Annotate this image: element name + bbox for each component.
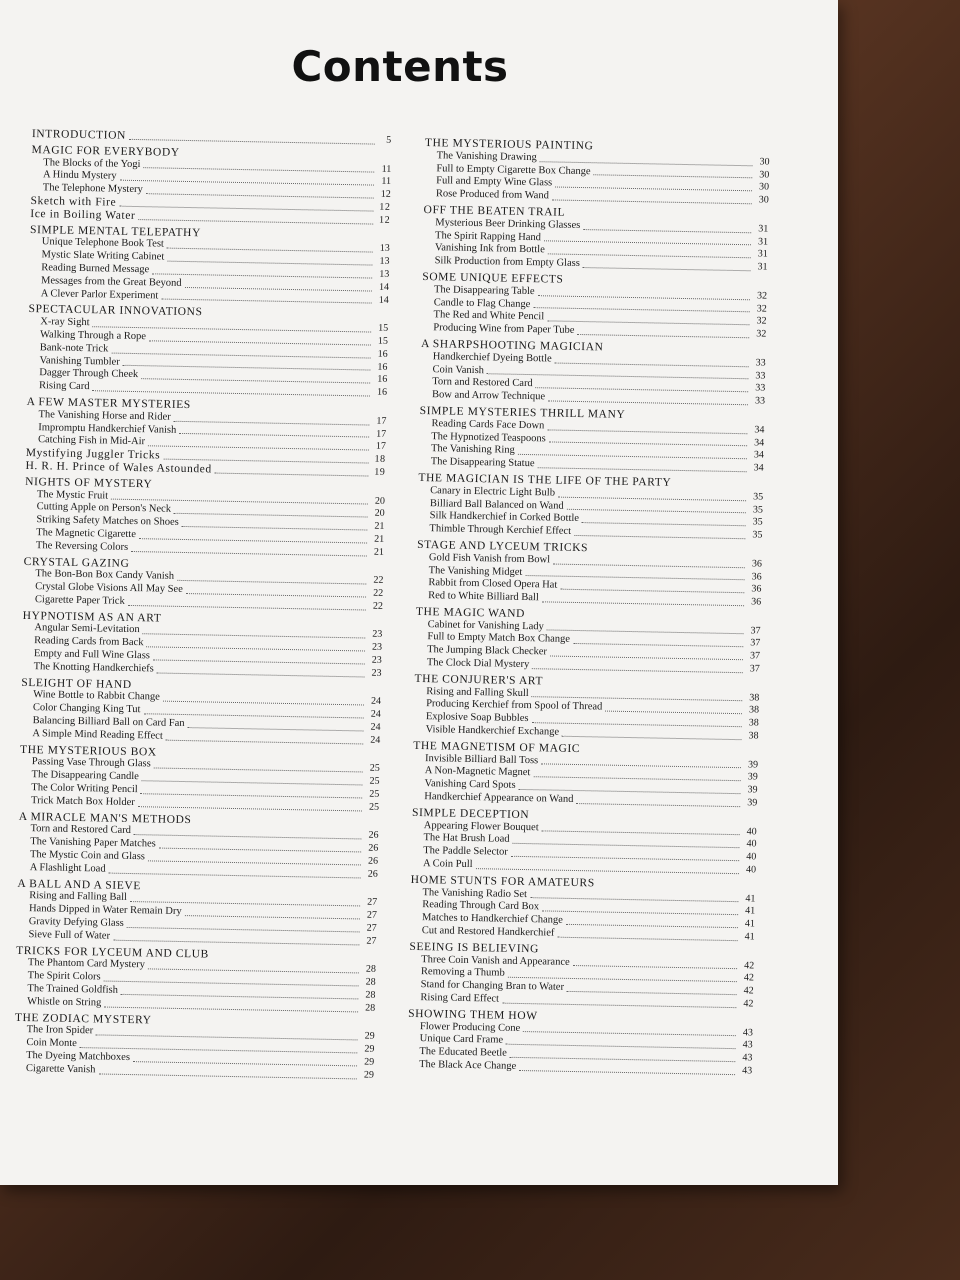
page-number: 41 — [744, 918, 756, 930]
entry-title: The Dyeing Matchboxes — [26, 1050, 131, 1064]
dot-leader — [113, 938, 359, 945]
entry-title: Mystic Slate Writing Cabinet — [41, 249, 165, 263]
page-number: 25 — [368, 801, 380, 813]
entry-title: Hands Dipped in Water Remain Dry — [28, 903, 182, 918]
page-number: 30 — [759, 169, 770, 181]
page-number: 23 — [371, 654, 382, 666]
entry-title: The Blocks of the Yogi — [43, 156, 141, 170]
entry-title: The Spirit Colors — [27, 970, 101, 983]
entry-title: Dagger Through Cheek — [39, 367, 139, 381]
page-title: Contents — [291, 42, 509, 91]
page-number: 14 — [378, 281, 390, 293]
page-number: 32 — [756, 315, 767, 327]
page-number: 34 — [754, 424, 765, 436]
entry-title: Candle to Flag Change — [433, 296, 531, 310]
entry-title: Producing Wine from Paper Tube — [433, 322, 575, 337]
entry-title: Mysterious Beer Drinking Glasses — [435, 216, 581, 231]
entry-title: Crystal Globe Visions All May See — [35, 581, 183, 596]
page-number: 24 — [370, 734, 381, 746]
page-number: 23 — [371, 667, 382, 679]
entry-title: Vanishing Ink from Bottle — [434, 242, 545, 256]
entry-title: Unique Telephone Book Test — [41, 236, 164, 250]
entry-title: The Vanishing Midget — [428, 564, 523, 578]
entry-title: The Vanishing Ring — [430, 443, 515, 457]
entry-title: The Vanishing Paper Matches — [30, 836, 156, 850]
entry-title: Cigarette Vanish — [25, 1062, 96, 1076]
page-number: 40 — [746, 838, 757, 850]
dot-leader — [577, 333, 749, 338]
page-number: 13 — [379, 268, 390, 280]
page-number: 27 — [366, 935, 377, 947]
page-number: 40 — [745, 864, 757, 876]
entry-title: Angular Semi-Levitation — [34, 622, 140, 636]
page-number: 37 — [749, 663, 760, 675]
section-title: THE ZODIAC MYSTERY — [14, 1011, 152, 1027]
entry-title: Coin Vanish — [432, 363, 485, 376]
dot-leader — [92, 389, 370, 396]
dot-leader — [476, 867, 739, 874]
dot-leader — [104, 1005, 358, 1012]
dot-leader — [502, 1001, 736, 1008]
entry-title: Cigarette Paper Trick — [34, 594, 125, 607]
entry-title: Reading Cards from Back — [34, 635, 144, 649]
entry-title: The Educated Beetle — [419, 1046, 507, 1059]
section-title: HOME STUNTS FOR AMATEURS — [410, 873, 595, 890]
entry-title: The Paddle Selector — [423, 845, 508, 858]
entry-title: The Red and White Pencil — [433, 309, 545, 323]
entry-title: Billiard Ball Balanced on Wand — [429, 497, 564, 512]
dot-leader — [131, 549, 367, 556]
page-number: 29 — [363, 1069, 374, 1081]
page-number: 38 — [748, 717, 759, 729]
dot-leader — [537, 466, 746, 472]
section-title: HYPNOTISM AS AN ART — [22, 609, 162, 625]
entry-title: The Hat Brush Load — [423, 832, 510, 846]
page-number: 32 — [756, 290, 768, 302]
entry-title: Ice in Boiling Water — [30, 207, 136, 222]
page-number: 17 — [376, 415, 387, 427]
section-title: A FEW MASTER MYSTERIES — [26, 395, 191, 412]
entry-title: Sieve Full of Water — [28, 928, 111, 942]
section-title: A SHARPSHOOTING MAGICIAN — [420, 337, 604, 354]
entry-title: The Vanishing Radio Set — [422, 886, 528, 900]
entry-title: The Knotting Handkerchiefs — [33, 661, 154, 675]
page-number: 32 — [756, 328, 767, 340]
dot-leader — [562, 735, 742, 740]
entry-title: Cut and Restored Handkerchief — [421, 925, 555, 939]
page-number: 21 — [374, 533, 385, 545]
page-number: 39 — [747, 771, 758, 783]
entry-title: Bank-note Trick — [39, 341, 109, 355]
page-number: 12 — [379, 201, 391, 213]
page-number: 17 — [375, 440, 387, 453]
section-title: THE MYSTERIOUS BOX — [19, 743, 157, 759]
entry-title: Invisible Billiard Ball Toss — [424, 752, 539, 766]
page-number: 34 — [754, 436, 765, 449]
section-title: SHOWING THEM HOW — [408, 1007, 538, 1023]
page-number: 40 — [746, 825, 757, 838]
page-number: 37 — [750, 625, 761, 637]
page-number: 20 — [374, 495, 386, 507]
entry-title: Color Changing King Tut — [32, 702, 141, 716]
page-number: 37 — [750, 637, 761, 650]
page-number: 28 — [365, 963, 377, 976]
section-title: MAGIC FOR EVERYBODY — [31, 143, 180, 159]
entry-title: Empty and Full Wine Glass — [33, 648, 151, 662]
page-number: 35 — [753, 491, 764, 503]
entry-title: Wine Bottle to Rabbit Change — [33, 689, 160, 704]
entry-title: The Spirit Rapping Hand — [435, 229, 542, 243]
entry-title: Canary in Electric Light Bulb — [430, 484, 556, 499]
entry-title: Stand for Changing Bran to Water — [420, 979, 565, 994]
entry-title: The Telephone Mystery — [42, 182, 143, 196]
entry-title: Torn and Restored Card — [432, 376, 533, 390]
page-number: 26 — [367, 868, 378, 880]
entry-title: Rose Produced from Wand — [435, 188, 549, 202]
page-number: 22 — [372, 600, 383, 612]
page-number: 28 — [365, 1002, 376, 1014]
entry-title: Removing a Thumb — [420, 966, 505, 980]
entry-title: Passing Vase Through Glass — [31, 756, 151, 770]
section-title: OFF THE BEATEN TRAIL — [423, 203, 566, 219]
page-number: 29 — [364, 1043, 375, 1055]
page-number: 12 — [380, 188, 391, 201]
entry-title: The Black Ace Change — [419, 1059, 517, 1072]
page-number: 29 — [364, 1030, 375, 1043]
entry-title: The Mystic Fruit — [36, 488, 109, 502]
page-number: 41 — [745, 892, 756, 905]
page-number: 21 — [374, 520, 385, 532]
page-number: 27 — [366, 909, 378, 921]
entry-title: The Disappearing Statue — [430, 456, 535, 470]
page-number: 24 — [370, 721, 381, 733]
section-title: THE CONJURER'S ART — [414, 672, 544, 688]
page-number: 41 — [744, 931, 755, 943]
toc-right-column — [407, 137, 770, 1078]
entry-title: Rising Card Effect — [420, 992, 500, 1005]
entry-title: Coin Monte — [26, 1037, 78, 1050]
entry-title: Gravity Defying Glass — [28, 916, 124, 929]
dot-leader — [98, 1072, 356, 1079]
section-title: INTRODUCTION — [31, 128, 127, 142]
section-title: THE MAGNETISM OF MAGIC — [413, 739, 581, 755]
section-title: TRICKS FOR LYCEUM AND CLUB — [16, 944, 210, 961]
page-number: 21 — [373, 546, 385, 558]
page-number: 33 — [755, 382, 766, 394]
entry-title: Messages from the Great Beyond — [40, 274, 182, 289]
dot-leader — [166, 738, 364, 744]
page-number: 13 — [379, 243, 390, 255]
section-title: CRYSTAL GAZING — [23, 555, 130, 570]
page-number: 42 — [743, 985, 754, 997]
dot-leader — [129, 138, 375, 145]
entry-title: The Jumping Black Checker — [427, 644, 548, 658]
page-number: 34 — [753, 449, 765, 461]
entry-title: Full to Empty Cigarette Box Change — [436, 162, 591, 177]
page-number: 11 — [381, 176, 392, 188]
page-number: 16 — [377, 374, 388, 386]
entry-title: Trick Match Box Holder — [30, 794, 135, 808]
page-number: 38 — [749, 692, 760, 704]
page-number: 37 — [749, 650, 761, 662]
dot-leader — [573, 642, 743, 647]
entry-title: Red to White Billiard Ball — [428, 590, 539, 604]
entry-title: The Hypnotized Teaspoons — [431, 430, 546, 444]
entry-title: Torn and Restored Card — [30, 823, 132, 837]
page-number: 15 — [378, 322, 389, 335]
page-number: 43 — [742, 1026, 753, 1039]
page-number: 35 — [752, 516, 763, 528]
entry-title: Catching Fish in Mid-Air — [37, 434, 146, 448]
entry-title: Cabinet for Vanishing Lady — [427, 618, 544, 633]
entry-title: The Bon-Bon Box Candy Vanish — [35, 568, 175, 583]
dot-leader — [605, 710, 742, 715]
dot-leader — [519, 1069, 735, 1075]
entry-title: Bow and Arrow Technique — [431, 389, 546, 403]
page-number: 25 — [369, 788, 380, 800]
dot-leader — [574, 534, 745, 539]
page-number: 25 — [369, 775, 380, 788]
page-number: 25 — [369, 763, 380, 775]
page-number: 15 — [377, 335, 389, 347]
entry-title: The Disappearing Table — [433, 283, 535, 297]
toc-left-column — [14, 128, 392, 1082]
page-number: 43 — [742, 1039, 753, 1051]
section-title: SIMPLE MYSTERIES THRILL MANY — [419, 404, 626, 421]
section-title: THE MAGICIAN IS THE LIFE OF THE PARTY — [418, 471, 672, 489]
page-number: 22 — [373, 587, 384, 599]
page-number: 31 — [757, 261, 768, 273]
entry-title: The Magnetic Cigarette — [36, 527, 137, 540]
entry-title: Sketch with Fire — [30, 194, 117, 209]
page-number: 31 — [757, 235, 769, 248]
page-number: 36 — [751, 570, 762, 583]
page-number: 36 — [751, 583, 762, 595]
section-title: SIMPLE MENTAL TELEPATHY — [29, 223, 202, 239]
dot-leader — [157, 671, 365, 677]
dot-leader — [583, 228, 751, 233]
page-number: 18 — [374, 453, 386, 465]
dot-leader — [567, 990, 737, 995]
section-title: A BALL AND A SIEVE — [17, 877, 142, 892]
entry-title: Reading Cards Face Down — [431, 417, 545, 432]
page-number: 39 — [747, 758, 759, 771]
page-number: 26 — [367, 855, 379, 867]
page-number: 20 — [374, 507, 385, 520]
page-number: 40 — [746, 851, 757, 863]
entry-title: Rising and Falling Ball — [29, 890, 128, 904]
dot-leader — [583, 266, 751, 271]
page-number: 16 — [377, 348, 388, 360]
page-number: 35 — [752, 529, 763, 541]
entry-title: Rising and Falling Skull — [426, 685, 529, 699]
entry-title: Reading Burned Message — [41, 262, 150, 276]
page-number: 30 — [758, 194, 769, 206]
dot-leader — [161, 298, 371, 304]
page-number: 22 — [373, 574, 384, 587]
entry-title: Thimble Through Kerchief Effect — [429, 523, 572, 537]
page-number: 16 — [377, 361, 388, 373]
dot-leader — [138, 218, 373, 225]
entry-title: Silk Production from Empty Glass — [434, 255, 580, 270]
entry-title: Flower Producing Cone — [419, 1020, 521, 1034]
page-number: 35 — [752, 503, 764, 516]
entry-title: Vanishing Tumbler — [39, 354, 120, 368]
section-title: THE MAGIC WAND — [415, 605, 526, 620]
page-number: 42 — [744, 959, 755, 972]
dot-leader — [215, 471, 369, 476]
section-title: SOME UNIQUE EFFECTS — [422, 270, 564, 286]
entry-title: Cutting Apple on Person's Neck — [36, 501, 172, 516]
dot-leader — [594, 174, 753, 179]
page-number: 13 — [379, 255, 390, 268]
page-number: 12 — [378, 214, 391, 226]
dot-leader — [582, 521, 746, 526]
dot-leader — [548, 399, 748, 405]
dot-leader — [573, 964, 737, 969]
page-number: 39 — [747, 797, 758, 809]
entry-title: Gold Fish Vanish from Bowl — [428, 551, 551, 566]
page-number: 27 — [367, 897, 378, 909]
page-number: 27 — [366, 922, 377, 934]
entry-title: Matches to Handkerchief Change — [421, 912, 563, 927]
page-number: 38 — [748, 704, 760, 716]
entry-title: X-ray Sight — [40, 316, 90, 329]
entry-title: Rising Card — [38, 380, 90, 393]
page-number: 5 — [386, 134, 392, 146]
entry-title: A Hindu Mystery — [42, 169, 117, 183]
page-number: 26 — [368, 830, 379, 842]
entry-title: A Clever Parlor Experiment — [40, 287, 159, 302]
page-number: 28 — [365, 976, 376, 988]
section-title: THE MYSTERIOUS PAINTING — [424, 137, 594, 153]
entry-title: Visible Handkerchief Exchange — [425, 724, 560, 738]
section-title: A MIRACLE MAN'S METHODS — [18, 810, 192, 826]
page-number: 23 — [371, 641, 383, 654]
page-number: 31 — [757, 248, 768, 260]
page-number: 17 — [376, 428, 387, 440]
section-title: SPECTACULAR INNOVATIONS — [28, 303, 203, 319]
page-number: 42 — [743, 972, 755, 984]
entry-title: Explosive Soap Bubbles — [425, 711, 529, 725]
entry-title: Striking Safety Matches on Shoes — [36, 514, 179, 528]
entry-title: Vanishing Card Spots — [424, 778, 516, 792]
page-number: 24 — [370, 708, 381, 721]
page-number: 33 — [754, 395, 766, 407]
page-number: 26 — [368, 842, 379, 855]
page-number: 30 — [758, 181, 770, 194]
entry-title: The Disappearing Candle — [31, 769, 139, 783]
page-number: 43 — [742, 1065, 753, 1077]
page-number: 36 — [751, 558, 762, 570]
entry-title: Mystifying Juggler Tricks — [25, 447, 161, 462]
entry-title: Handkerchief Appearance on Wand — [424, 791, 574, 806]
page-number: 19 — [374, 466, 386, 478]
section-title: NIGHTS OF MYSTERY — [25, 475, 153, 491]
page-number: 16 — [376, 386, 388, 399]
page-number: 34 — [753, 462, 764, 474]
page-number: 14 — [378, 294, 389, 306]
dot-leader — [532, 667, 743, 673]
page-number: 39 — [747, 784, 758, 796]
dot-leader — [109, 871, 361, 878]
dot-leader — [542, 600, 744, 606]
entry-title: The Vanishing Horse and Rider — [38, 408, 171, 423]
page-number: 31 — [758, 223, 769, 235]
dot-leader — [576, 802, 740, 807]
entry-title: H. R. H. Prince of Wales Astounded — [25, 459, 212, 476]
entry-title: Appearing Flower Bouquet — [423, 819, 539, 833]
entry-title: Full and Empty Wine Glass — [436, 175, 553, 189]
page-number: 33 — [755, 357, 766, 369]
entry-title: The Color Writing Pencil — [31, 782, 138, 796]
page-number: 43 — [742, 1052, 753, 1064]
entry-title: Producing Kerchief from Spool of Thread — [426, 698, 603, 713]
entry-title: Three Coin Vanish and Appearance — [421, 953, 570, 968]
entry-title: The Iron Spider — [26, 1024, 94, 1037]
page-number: 24 — [370, 696, 382, 708]
entry-title: Whistle on String — [27, 995, 102, 1009]
section-title: STAGE AND LYCEUM TRICKS — [417, 538, 589, 555]
section-title: SEEING IS BELIEVING — [409, 940, 540, 956]
dot-leader — [557, 936, 737, 941]
entry-title: A Simple Mind Reading Effect — [32, 727, 163, 742]
entry-title: Impromptu Handkerchief Vanish — [38, 421, 177, 436]
entry-title: The Trained Goldfish — [27, 983, 118, 996]
page-number: 11 — [381, 163, 392, 175]
section-title: SIMPLE DECEPTION — [411, 806, 530, 821]
page-number: 30 — [759, 156, 770, 168]
page-number: 28 — [365, 989, 376, 1001]
page-number: 36 — [751, 596, 762, 608]
entry-title: Unique Card Frame — [419, 1033, 504, 1047]
dot-leader — [128, 604, 366, 611]
page-number: 41 — [745, 905, 756, 917]
page-number: 32 — [756, 302, 767, 315]
section-title: SLEIGHT OF HAND — [21, 676, 132, 691]
entry-title: Reading Through Card Box — [422, 899, 540, 913]
entry-title: The Phantom Card Mystery — [27, 957, 146, 971]
entry-title: The Vanishing Drawing — [436, 150, 537, 163]
entry-title: Handkerchief Dyeing Bottle — [432, 350, 552, 365]
entry-title: Silk Handkerchief in Corked Bottle — [429, 510, 580, 525]
entry-title: Walking Through a Rope — [39, 329, 147, 343]
page-number: 33 — [755, 369, 766, 382]
entry-title: A Non-Magnetic Magnet — [424, 765, 531, 779]
entry-title: Full to Empty Match Box Change — [427, 631, 571, 646]
dot-leader — [552, 198, 752, 204]
entry-title: A Coin Pull — [422, 858, 473, 871]
entry-title: A Flashlight Load — [29, 861, 106, 875]
entry-title: Balancing Billiard Ball on Card Fan — [32, 715, 185, 730]
dot-leader — [138, 805, 362, 811]
entry-title: The Clock Dial Mystery — [426, 657, 530, 671]
page-number: 38 — [748, 730, 759, 742]
page-number: 29 — [364, 1056, 375, 1068]
entry-title: Rabbit from Closed Opera Hat — [428, 577, 558, 591]
entry-title: The Reversing Colors — [35, 539, 129, 553]
entry-title: The Mystic Coin and Glass — [29, 849, 146, 863]
page-number: 42 — [743, 998, 754, 1010]
page-number: 23 — [372, 629, 383, 641]
